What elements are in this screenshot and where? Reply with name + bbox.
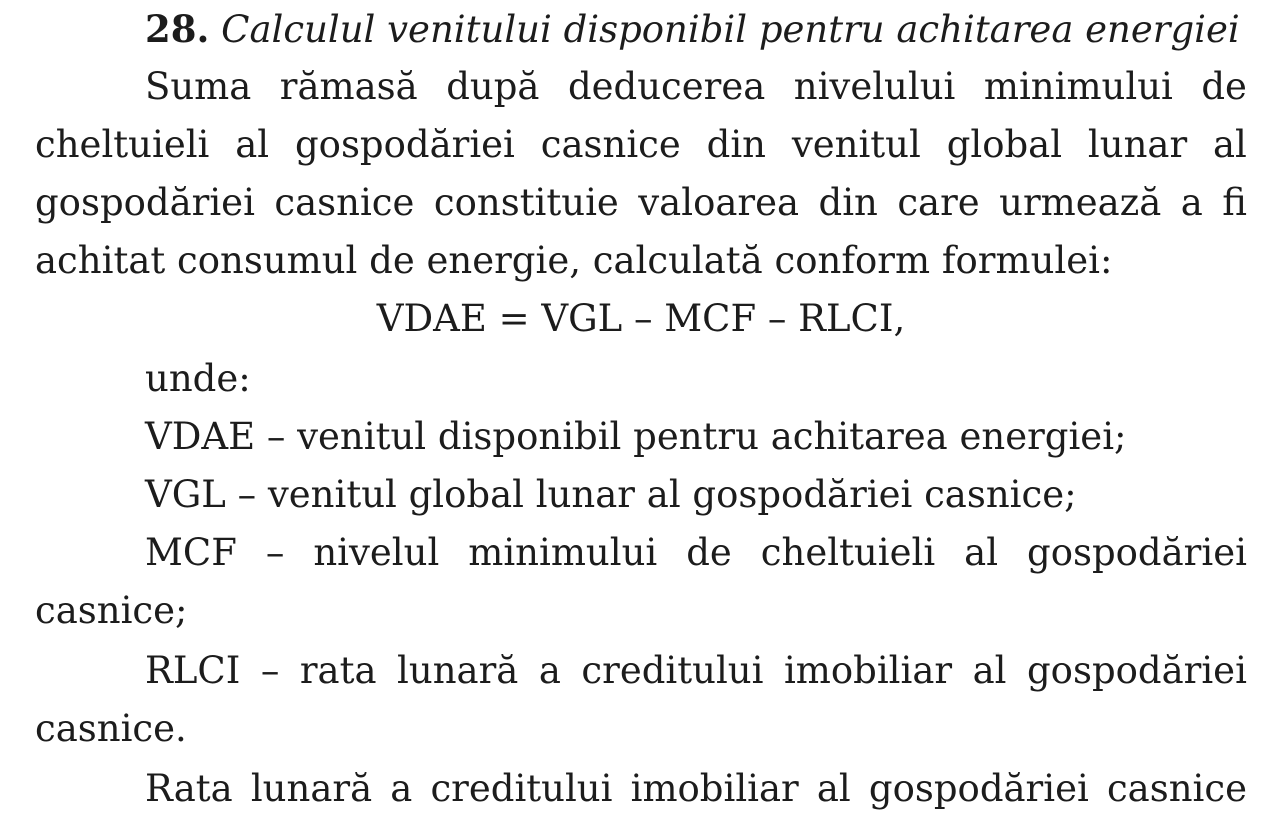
definition-mcf-line2: casnice; [35, 589, 188, 632]
word: creditului [430, 767, 613, 810]
word: lunară [397, 649, 519, 692]
word: nivelul [313, 531, 440, 574]
word: creditului [581, 649, 764, 692]
definition-rlci-line2: casnice. [35, 707, 187, 750]
word: Rata [145, 767, 233, 810]
word: al [1213, 123, 1247, 166]
word: – [260, 649, 280, 692]
word: – [265, 531, 285, 574]
section-title: Calculul venitului disponibil pentru achitarea energiei [221, 8, 1240, 51]
section-heading [145, 0, 1247, 58]
word: din [818, 181, 878, 224]
word: lunară [250, 767, 373, 810]
word: al [964, 531, 999, 574]
word: casnice [1106, 767, 1247, 810]
word: a [390, 767, 413, 810]
word: rata [299, 649, 377, 692]
word: al [235, 123, 270, 166]
word: MCF [145, 531, 237, 574]
word: al [816, 767, 851, 810]
word: global [946, 123, 1063, 166]
word: venitul [791, 123, 921, 166]
word: cheltuieli [760, 531, 936, 574]
word: gospodăriei [868, 767, 1089, 810]
word: constituie [433, 181, 619, 224]
word: gospodăriei [294, 123, 515, 166]
word: de [1201, 65, 1247, 108]
section-number: 28. [145, 7, 210, 51]
word: gospodăriei [35, 181, 255, 224]
definition-mcf-line1 [145, 524, 1247, 582]
word: casnice [540, 123, 681, 166]
word: gospodăriei [1027, 531, 1247, 574]
definition-vdae: VDAE – venitul disponibil pentru achitarea energiei; [145, 415, 1127, 458]
definition-vgl: VGL – venitul global lunar al gospodăriei casnice; [145, 473, 1077, 516]
word: a [1180, 181, 1203, 224]
formula: VDAE = VGL – MCF – RLCI, [376, 297, 906, 340]
word: casnice [274, 181, 415, 224]
paragraph1-line2 [35, 116, 1247, 174]
paragraph1-line1 [145, 58, 1247, 116]
paragraph1-line3 [35, 174, 1247, 232]
word: rămasă [279, 65, 418, 108]
word: minimului [468, 531, 658, 574]
word: de [686, 531, 732, 574]
word: valoarea [638, 181, 800, 224]
word: deducerea [567, 65, 766, 108]
word: gospodăriei [1027, 649, 1247, 692]
word: din [706, 123, 766, 166]
word: RLCI [145, 649, 241, 692]
word: care [897, 181, 980, 224]
word: imobiliar [783, 649, 953, 692]
paragraph1-line4: achitat consumul de energie, calculată conform formulei: [35, 239, 1113, 282]
word: nivelului [793, 65, 956, 108]
word: după [446, 65, 540, 108]
word: minimului [983, 65, 1173, 108]
paragraph2-line1 [145, 760, 1247, 818]
word: urmează [999, 181, 1162, 224]
word: a [538, 649, 561, 692]
document-page [35, 0, 1247, 831]
word: al [972, 649, 1007, 692]
word: imobiliar [630, 767, 799, 810]
word: cheltuieli [35, 123, 210, 166]
word: Suma [145, 65, 252, 108]
word: lunar [1087, 123, 1188, 166]
where-label: unde: [145, 357, 251, 400]
word: fi [1222, 181, 1247, 224]
definition-rlci-line1 [145, 642, 1247, 700]
